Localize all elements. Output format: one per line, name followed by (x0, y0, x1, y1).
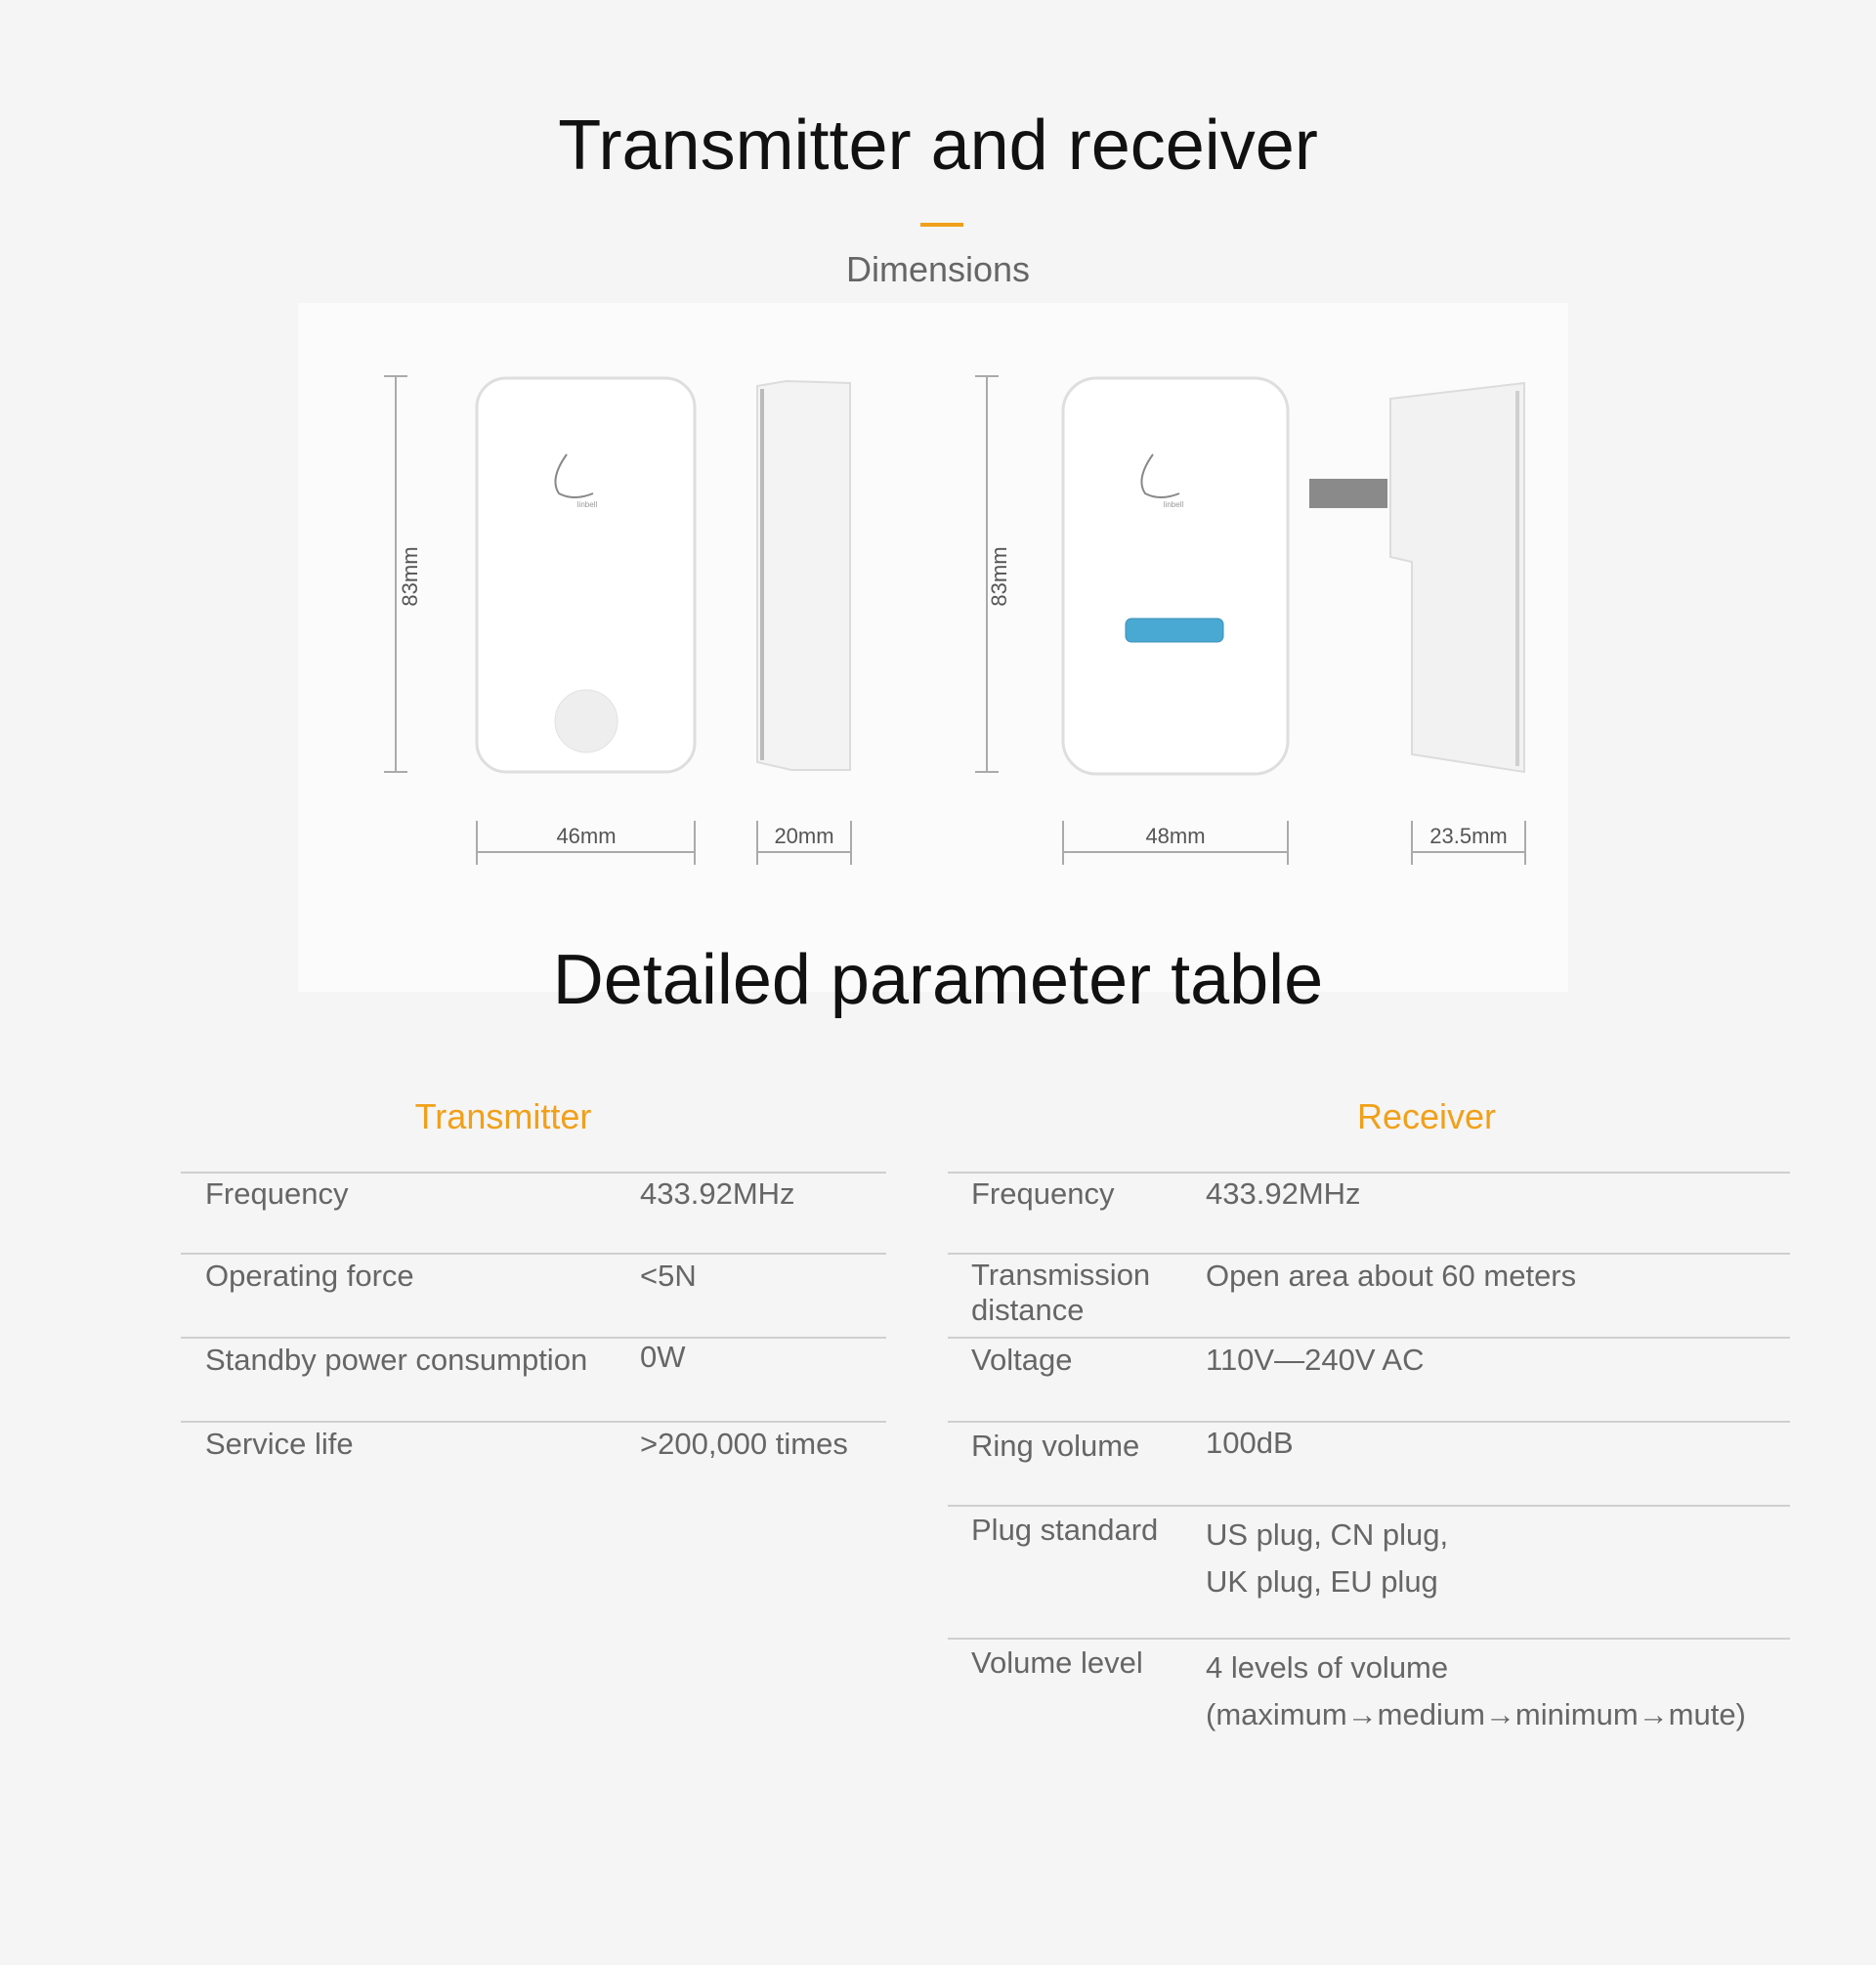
param-name: Frequency (205, 1176, 349, 1211)
page-title: Transmitter and receiver (558, 107, 1318, 185)
param-value: 433.92MHz (640, 1176, 795, 1211)
transmitter-heading: Transmitter (414, 1096, 592, 1136)
section-subtitle: Dimensions (845, 249, 1031, 289)
param-name: Operating force (205, 1259, 414, 1293)
param-value-line: UK plug, EU plug (1206, 1564, 1438, 1599)
param-value (1206, 1512, 1851, 1605)
param-name: Plug standard (971, 1513, 1159, 1547)
table-row (948, 1337, 1790, 1423)
title-accent-bar (920, 223, 963, 227)
param-value: 433.92MHz (1206, 1176, 1361, 1211)
receiver-height-label: 83mm (987, 546, 1011, 607)
table-row (181, 1337, 886, 1423)
dimensions-figure (298, 303, 1568, 992)
param-value-line: 4 levels of volume (1206, 1650, 1449, 1685)
param-value-line: (maximum→medium→minimum→mute) (1206, 1697, 1746, 1731)
param-value: 100dB (1206, 1426, 1294, 1460)
table-row (948, 1421, 1790, 1507)
param-name: Service life (205, 1427, 354, 1461)
table-row (948, 1505, 1790, 1640)
table-title: Detailed parameter table (552, 941, 1324, 1019)
svg-text:linbell: linbell (1163, 500, 1184, 509)
param-name: Voltage (971, 1343, 1073, 1377)
volume-button-icon (1126, 619, 1223, 642)
table-row (181, 1421, 886, 1507)
receiver-width-label: 48mm (1145, 824, 1206, 848)
svg-text:linbell: linbell (576, 500, 598, 509)
param-name: Volume level (971, 1645, 1143, 1680)
table-row (948, 1253, 1790, 1339)
param-name: Transmission distance (971, 1258, 1151, 1327)
param-value: 0W (640, 1340, 686, 1374)
param-name: Frequency (971, 1176, 1115, 1211)
transmitter-width-label: 46mm (556, 824, 617, 848)
table-row (181, 1172, 886, 1256)
table-row (181, 1253, 886, 1339)
plug-prong-icon (1309, 479, 1387, 508)
param-name: Ring volume (971, 1429, 1140, 1463)
bell-button-icon (555, 690, 618, 752)
table-row (948, 1172, 1790, 1256)
param-value (1206, 1645, 1792, 1738)
param-value: 110V—240V AC (1206, 1343, 1425, 1377)
transmitter-height-label: 83mm (398, 546, 422, 607)
receiver-heading: Receiver (1356, 1096, 1497, 1136)
table-row (948, 1638, 1790, 1773)
param-value: Open area about 60 meters (1206, 1259, 1577, 1293)
param-value: <5N (640, 1259, 697, 1293)
param-value: >200,000 times (640, 1427, 848, 1461)
transmitter-depth-label: 20mm (774, 824, 834, 848)
receiver-depth-label: 23.5mm (1429, 824, 1508, 848)
param-value-line: US plug, CN plug, (1206, 1517, 1449, 1552)
param-name: Standby power consumption (205, 1343, 588, 1377)
